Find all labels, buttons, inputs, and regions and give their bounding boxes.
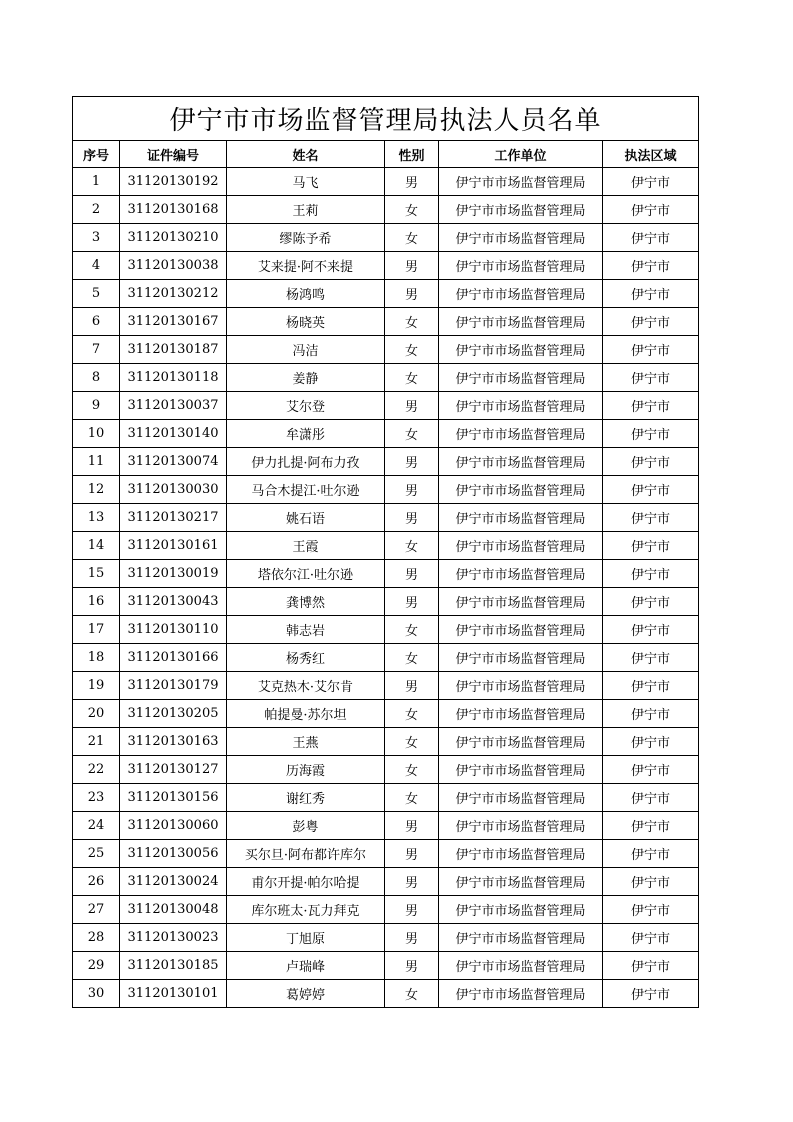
name-cell: 王霞	[227, 532, 385, 560]
certificate-no-cell: 31120130101	[120, 980, 227, 1008]
table-body	[73, 168, 699, 1008]
work-unit-cell: 伊宁市市场监督管理局	[439, 476, 603, 504]
name-cell: 历海霞	[227, 756, 385, 784]
name-cell: 塔依尔江·吐尔逊	[227, 560, 385, 588]
index-cell: 28	[73, 924, 120, 952]
index-cell: 25	[73, 840, 120, 868]
index-cell: 2	[73, 196, 120, 224]
gender-cell: 男	[385, 952, 439, 980]
table-row	[73, 560, 699, 588]
gender-cell: 男	[385, 588, 439, 616]
work-unit-cell: 伊宁市市场监督管理局	[439, 812, 603, 840]
table-row	[73, 476, 699, 504]
index-cell: 22	[73, 756, 120, 784]
work-unit-cell: 伊宁市市场监督管理局	[439, 252, 603, 280]
enforcement-area-cell: 伊宁市	[603, 224, 699, 252]
enforcement-area-cell: 伊宁市	[603, 644, 699, 672]
table-row	[73, 252, 699, 280]
index-cell: 19	[73, 672, 120, 700]
index-cell: 20	[73, 700, 120, 728]
certificate-no-cell: 31120130060	[120, 812, 227, 840]
gender-cell: 女	[385, 336, 439, 364]
certificate-no-cell: 31120130163	[120, 728, 227, 756]
enforcement-area-cell: 伊宁市	[603, 364, 699, 392]
gender-cell: 男	[385, 476, 439, 504]
certificate-no-cell: 31120130048	[120, 896, 227, 924]
table-row	[73, 700, 699, 728]
certificate-no-cell: 31120130127	[120, 756, 227, 784]
certificate-no-cell: 31120130024	[120, 868, 227, 896]
enforcement-area-cell: 伊宁市	[603, 868, 699, 896]
name-cell: 帕提曼·苏尔坦	[227, 700, 385, 728]
index-cell: 27	[73, 896, 120, 924]
gender-cell: 女	[385, 784, 439, 812]
index-cell: 17	[73, 616, 120, 644]
table-row	[73, 448, 699, 476]
certificate-no-cell: 31120130167	[120, 308, 227, 336]
work-unit-cell: 伊宁市市场监督管理局	[439, 532, 603, 560]
table-row	[73, 924, 699, 952]
index-cell: 24	[73, 812, 120, 840]
index-cell: 1	[73, 168, 120, 196]
certificate-no-cell: 31120130192	[120, 168, 227, 196]
work-unit-cell: 伊宁市市场监督管理局	[439, 896, 603, 924]
name-cell: 姜静	[227, 364, 385, 392]
name-cell: 买尔旦·阿布都许库尔	[227, 840, 385, 868]
name-cell: 艾克热木·艾尔肯	[227, 672, 385, 700]
work-unit-cell: 伊宁市市场监督管理局	[439, 308, 603, 336]
name-cell: 丁旭原	[227, 924, 385, 952]
table-row	[73, 868, 699, 896]
work-unit-cell: 伊宁市市场监督管理局	[439, 756, 603, 784]
work-unit-cell: 伊宁市市场监督管理局	[439, 588, 603, 616]
gender-cell: 男	[385, 672, 439, 700]
work-unit-cell: 伊宁市市场监督管理局	[439, 336, 603, 364]
index-cell: 3	[73, 224, 120, 252]
certificate-no-cell: 31120130074	[120, 448, 227, 476]
index-cell: 10	[73, 420, 120, 448]
enforcement-area-cell: 伊宁市	[603, 168, 699, 196]
certificate-no-cell: 31120130156	[120, 784, 227, 812]
certificate-no-cell: 31120130038	[120, 252, 227, 280]
table-row	[73, 812, 699, 840]
gender-cell: 女	[385, 756, 439, 784]
index-cell: 8	[73, 364, 120, 392]
gender-cell: 男	[385, 896, 439, 924]
gender-cell: 女	[385, 224, 439, 252]
gender-cell: 男	[385, 504, 439, 532]
gender-cell: 女	[385, 196, 439, 224]
name-cell: 甫尔开提·帕尔哈提	[227, 868, 385, 896]
certificate-no-cell: 31120130210	[120, 224, 227, 252]
work-unit-cell: 伊宁市市场监督管理局	[439, 280, 603, 308]
header-name: 姓名	[227, 141, 385, 168]
certificate-no-cell: 31120130037	[120, 392, 227, 420]
certificate-no-cell: 31120130118	[120, 364, 227, 392]
index-cell: 5	[73, 280, 120, 308]
enforcement-area-cell: 伊宁市	[603, 504, 699, 532]
table-row	[73, 420, 699, 448]
gender-cell: 男	[385, 924, 439, 952]
header-gender: 性别	[385, 141, 439, 168]
index-cell: 16	[73, 588, 120, 616]
work-unit-cell: 伊宁市市场监督管理局	[439, 224, 603, 252]
table-row	[73, 364, 699, 392]
work-unit-cell: 伊宁市市场监督管理局	[439, 672, 603, 700]
certificate-no-cell: 31120130217	[120, 504, 227, 532]
work-unit-cell: 伊宁市市场监督管理局	[439, 980, 603, 1008]
gender-cell: 女	[385, 644, 439, 672]
gender-cell: 男	[385, 280, 439, 308]
name-cell: 葛婷婷	[227, 980, 385, 1008]
work-unit-cell: 伊宁市市场监督管理局	[439, 616, 603, 644]
certificate-no-cell: 31120130212	[120, 280, 227, 308]
index-cell: 13	[73, 504, 120, 532]
index-cell: 30	[73, 980, 120, 1008]
name-cell: 彭粤	[227, 812, 385, 840]
table-row	[73, 308, 699, 336]
certificate-no-cell: 31120130140	[120, 420, 227, 448]
name-cell: 马飞	[227, 168, 385, 196]
name-cell: 韩志岩	[227, 616, 385, 644]
table-row	[73, 644, 699, 672]
header-certificate-no: 证件编号	[120, 141, 227, 168]
name-cell: 马合木提江·吐尔逊	[227, 476, 385, 504]
enforcement-area-cell: 伊宁市	[603, 280, 699, 308]
certificate-no-cell: 31120130030	[120, 476, 227, 504]
work-unit-cell: 伊宁市市场监督管理局	[439, 560, 603, 588]
gender-cell: 女	[385, 980, 439, 1008]
gender-cell: 女	[385, 308, 439, 336]
enforcement-area-cell: 伊宁市	[603, 616, 699, 644]
index-cell: 11	[73, 448, 120, 476]
table-row	[73, 784, 699, 812]
enforcement-area-cell: 伊宁市	[603, 952, 699, 980]
work-unit-cell: 伊宁市市场监督管理局	[439, 924, 603, 952]
name-cell: 杨鸿鸣	[227, 280, 385, 308]
name-cell: 王燕	[227, 728, 385, 756]
personnel-sheet	[72, 96, 698, 1008]
index-cell: 9	[73, 392, 120, 420]
header-enforcement-area: 执法区域	[603, 141, 699, 168]
certificate-no-cell: 31120130187	[120, 336, 227, 364]
enforcement-area-cell: 伊宁市	[603, 476, 699, 504]
table-row	[73, 756, 699, 784]
name-cell: 卢瑞峰	[227, 952, 385, 980]
index-cell: 29	[73, 952, 120, 980]
name-cell: 姚石语	[227, 504, 385, 532]
work-unit-cell: 伊宁市市场监督管理局	[439, 196, 603, 224]
gender-cell: 男	[385, 560, 439, 588]
work-unit-cell: 伊宁市市场监督管理局	[439, 448, 603, 476]
table-row	[73, 896, 699, 924]
work-unit-cell: 伊宁市市场监督管理局	[439, 364, 603, 392]
table-row	[73, 336, 699, 364]
work-unit-cell: 伊宁市市场监督管理局	[439, 392, 603, 420]
enforcement-area-cell: 伊宁市	[603, 392, 699, 420]
table-row	[73, 532, 699, 560]
work-unit-cell: 伊宁市市场监督管理局	[439, 840, 603, 868]
work-unit-cell: 伊宁市市场监督管理局	[439, 784, 603, 812]
index-cell: 26	[73, 868, 120, 896]
header-row	[73, 141, 699, 168]
gender-cell: 女	[385, 364, 439, 392]
certificate-no-cell: 31120130023	[120, 924, 227, 952]
gender-cell: 男	[385, 392, 439, 420]
name-cell: 王莉	[227, 196, 385, 224]
certificate-no-cell: 31120130185	[120, 952, 227, 980]
name-cell: 谢红秀	[227, 784, 385, 812]
page-title: 伊宁市市场监督管理局执法人员名单	[73, 97, 699, 141]
certificate-no-cell: 31120130168	[120, 196, 227, 224]
certificate-no-cell: 31120130043	[120, 588, 227, 616]
gender-cell: 女	[385, 700, 439, 728]
personnel-table	[72, 96, 699, 1008]
certificate-no-cell: 31120130056	[120, 840, 227, 868]
index-cell: 6	[73, 308, 120, 336]
gender-cell: 女	[385, 532, 439, 560]
index-cell: 7	[73, 336, 120, 364]
work-unit-cell: 伊宁市市场监督管理局	[439, 728, 603, 756]
table-row	[73, 392, 699, 420]
enforcement-area-cell: 伊宁市	[603, 700, 699, 728]
enforcement-area-cell: 伊宁市	[603, 196, 699, 224]
header-work-unit: 工作单位	[439, 141, 603, 168]
gender-cell: 男	[385, 252, 439, 280]
gender-cell: 男	[385, 840, 439, 868]
enforcement-area-cell: 伊宁市	[603, 672, 699, 700]
enforcement-area-cell: 伊宁市	[603, 784, 699, 812]
certificate-no-cell: 31120130179	[120, 672, 227, 700]
name-cell: 杨秀红	[227, 644, 385, 672]
index-cell: 15	[73, 560, 120, 588]
enforcement-area-cell: 伊宁市	[603, 588, 699, 616]
gender-cell: 男	[385, 448, 439, 476]
name-cell: 龚博然	[227, 588, 385, 616]
work-unit-cell: 伊宁市市场监督管理局	[439, 644, 603, 672]
work-unit-cell: 伊宁市市场监督管理局	[439, 868, 603, 896]
work-unit-cell: 伊宁市市场监督管理局	[439, 700, 603, 728]
table-row	[73, 952, 699, 980]
enforcement-area-cell: 伊宁市	[603, 252, 699, 280]
name-cell: 库尔班太·瓦力拜克	[227, 896, 385, 924]
index-cell: 18	[73, 644, 120, 672]
work-unit-cell: 伊宁市市场监督管理局	[439, 504, 603, 532]
index-cell: 4	[73, 252, 120, 280]
certificate-no-cell: 31120130161	[120, 532, 227, 560]
index-cell: 12	[73, 476, 120, 504]
gender-cell: 男	[385, 812, 439, 840]
table-row	[73, 616, 699, 644]
enforcement-area-cell: 伊宁市	[603, 560, 699, 588]
index-cell: 14	[73, 532, 120, 560]
gender-cell: 女	[385, 420, 439, 448]
header-index: 序号	[73, 141, 120, 168]
enforcement-area-cell: 伊宁市	[603, 308, 699, 336]
table-row	[73, 168, 699, 196]
enforcement-area-cell: 伊宁市	[603, 924, 699, 952]
enforcement-area-cell: 伊宁市	[603, 840, 699, 868]
enforcement-area-cell: 伊宁市	[603, 896, 699, 924]
work-unit-cell: 伊宁市市场监督管理局	[439, 168, 603, 196]
table-row	[73, 672, 699, 700]
table-row	[73, 280, 699, 308]
enforcement-area-cell: 伊宁市	[603, 420, 699, 448]
certificate-no-cell: 31120130110	[120, 616, 227, 644]
enforcement-area-cell: 伊宁市	[603, 336, 699, 364]
name-cell: 杨晓英	[227, 308, 385, 336]
table-row	[73, 588, 699, 616]
table-row	[73, 504, 699, 532]
work-unit-cell: 伊宁市市场监督管理局	[439, 420, 603, 448]
gender-cell: 女	[385, 616, 439, 644]
name-cell: 伊力扎提·阿布力孜	[227, 448, 385, 476]
enforcement-area-cell: 伊宁市	[603, 980, 699, 1008]
table-row	[73, 840, 699, 868]
gender-cell: 男	[385, 868, 439, 896]
enforcement-area-cell: 伊宁市	[603, 448, 699, 476]
certificate-no-cell: 31120130019	[120, 560, 227, 588]
index-cell: 23	[73, 784, 120, 812]
index-cell: 21	[73, 728, 120, 756]
certificate-no-cell: 31120130205	[120, 700, 227, 728]
enforcement-area-cell: 伊宁市	[603, 728, 699, 756]
work-unit-cell: 伊宁市市场监督管理局	[439, 952, 603, 980]
enforcement-area-cell: 伊宁市	[603, 756, 699, 784]
title-row	[73, 97, 699, 141]
name-cell: 艾来提·阿不来提	[227, 252, 385, 280]
name-cell: 艾尔登	[227, 392, 385, 420]
table-row	[73, 224, 699, 252]
table-row	[73, 196, 699, 224]
name-cell: 缪陈予希	[227, 224, 385, 252]
gender-cell: 男	[385, 168, 439, 196]
enforcement-area-cell: 伊宁市	[603, 532, 699, 560]
table-row	[73, 980, 699, 1008]
gender-cell: 女	[385, 728, 439, 756]
name-cell: 牟潇彤	[227, 420, 385, 448]
certificate-no-cell: 31120130166	[120, 644, 227, 672]
name-cell: 冯洁	[227, 336, 385, 364]
table-row	[73, 728, 699, 756]
enforcement-area-cell: 伊宁市	[603, 812, 699, 840]
